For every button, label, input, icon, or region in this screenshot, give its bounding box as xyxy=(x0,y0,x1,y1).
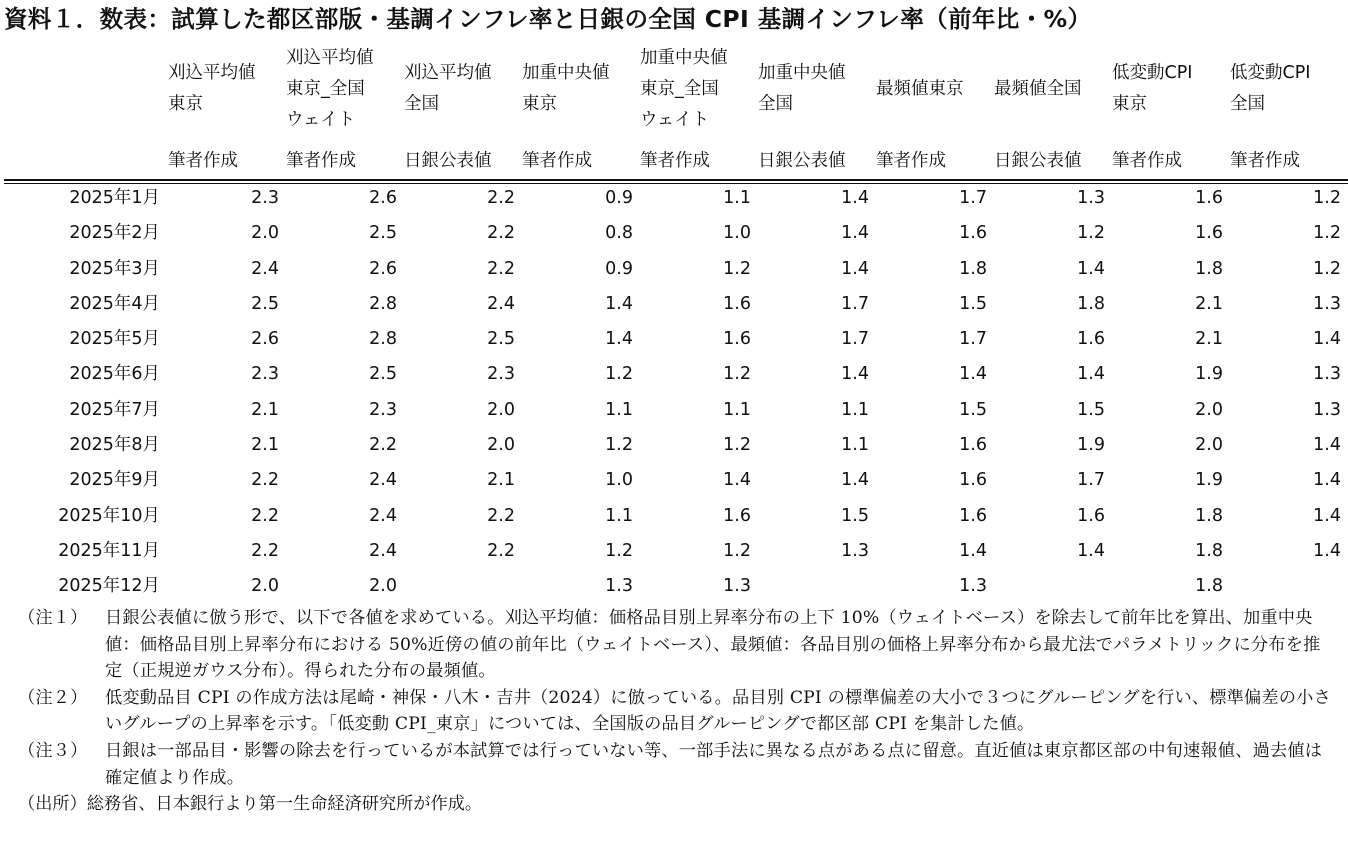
column-source-label: 筆者作成 xyxy=(1112,151,1182,171)
table-cell: 0.9 xyxy=(605,188,633,208)
table-cell: 1.1 xyxy=(841,399,869,420)
table-cell: 1.7 xyxy=(841,293,869,314)
table-cell: 1.6 xyxy=(959,223,987,244)
table-row xyxy=(0,501,1348,536)
table-cell: 1.4 xyxy=(841,223,869,244)
table-cell: 1.8 xyxy=(1077,293,1105,314)
column-source-label: 筆者作成 xyxy=(168,151,238,171)
table-cell: 1.0 xyxy=(723,223,751,244)
table-cell: 1.9 xyxy=(1077,435,1105,456)
column-header-line: 加重中央値 xyxy=(640,48,728,68)
row-label: 2025年11月 xyxy=(58,540,160,561)
table-cell: 2.6 xyxy=(369,188,397,208)
table-cell: 1.1 xyxy=(723,188,751,208)
table-cell: 1.6 xyxy=(1195,188,1223,208)
row-label: 2025年2月 xyxy=(69,223,160,244)
table-cell: 1.8 xyxy=(1195,258,1223,279)
table-cell: 1.5 xyxy=(841,505,869,526)
table-cell: 1.8 xyxy=(1195,576,1223,597)
table-cell: 1.4 xyxy=(959,540,987,561)
table-cell: 2.0 xyxy=(487,399,515,420)
table-cell: 1.9 xyxy=(1195,470,1223,491)
table-row xyxy=(0,254,1348,289)
table-row xyxy=(0,183,1348,218)
table-cell: 1.4 xyxy=(1077,258,1105,279)
table-cell: 1.6 xyxy=(1077,329,1105,350)
table-cell: 1.4 xyxy=(1077,540,1105,561)
row-label: 2025年8月 xyxy=(69,435,160,456)
table-cell: 2.8 xyxy=(369,293,397,314)
table-cell: 2.2 xyxy=(251,470,279,491)
table-cell: 2.0 xyxy=(251,576,279,597)
table-cell: 2.0 xyxy=(369,576,397,597)
column-header-line: 刈込平均値 xyxy=(286,48,374,68)
column-source-label: 筆者作成 xyxy=(522,151,592,171)
table-cell: 0.8 xyxy=(605,223,633,244)
table-cell: 1.7 xyxy=(959,188,987,208)
row-label: 2025年9月 xyxy=(69,470,160,491)
table-cell: 1.2 xyxy=(605,435,633,456)
table-cell: 2.1 xyxy=(251,399,279,420)
table-cell: 1.6 xyxy=(959,435,987,456)
column-header-line: ウェイト xyxy=(640,110,710,130)
table-cell: 2.1 xyxy=(487,470,515,491)
table-cell: 1.4 xyxy=(959,364,987,385)
table-cell: 1.3 xyxy=(959,576,987,597)
table-cell: 2.5 xyxy=(487,329,515,350)
footnote-tag: （注１） xyxy=(18,608,88,628)
column-header-line: 東京 xyxy=(168,94,203,114)
column-header-line: 最頻値全国 xyxy=(994,79,1082,99)
row-label: 2025年4月 xyxy=(69,293,160,314)
table-cell: 2.4 xyxy=(251,258,279,279)
table-cell: 1.2 xyxy=(605,540,633,561)
table-cell: 1.2 xyxy=(1077,223,1105,244)
table-cell: 2.5 xyxy=(369,223,397,244)
column-header-line: 全国 xyxy=(758,94,793,114)
row-label: 2025年10月 xyxy=(58,505,160,526)
table-cell: 2.4 xyxy=(369,540,397,561)
table-cell: 2.1 xyxy=(1195,329,1223,350)
table-cell: 2.5 xyxy=(369,364,397,385)
table-cell: 2.6 xyxy=(251,329,279,350)
column-header-line: 加重中央値 xyxy=(522,63,610,83)
column-header-line: 刈込平均値 xyxy=(168,63,256,83)
column-header-line: 最頻値東京 xyxy=(876,79,964,99)
table-row xyxy=(0,289,1348,324)
table-cell: 1.5 xyxy=(959,293,987,314)
table-cell: 1.4 xyxy=(841,258,869,279)
table-cell: 1.6 xyxy=(1077,505,1105,526)
table-row xyxy=(0,430,1348,465)
table-body xyxy=(0,183,1348,607)
table-cell: 1.3 xyxy=(605,576,633,597)
table-row xyxy=(0,571,1348,606)
column-header-line: 低変動CPI xyxy=(1112,63,1193,83)
table-cell: 1.4 xyxy=(1313,470,1341,491)
table-cell: 1.1 xyxy=(605,399,633,420)
table-cell: 2.3 xyxy=(487,364,515,385)
table-cell: 1.8 xyxy=(959,258,987,279)
table-cell: 2.4 xyxy=(369,505,397,526)
table-cell: 1.1 xyxy=(723,399,751,420)
table-row xyxy=(0,218,1348,253)
table-cell: 2.2 xyxy=(487,223,515,244)
table-cell: 1.4 xyxy=(841,470,869,491)
table-cell: 1.2 xyxy=(1313,258,1341,279)
table-cell: 1.6 xyxy=(723,329,751,350)
table-cell: 1.6 xyxy=(959,470,987,491)
row-label: 2025年7月 xyxy=(69,399,160,420)
table-cell: 1.5 xyxy=(1077,399,1105,420)
column-header-line: 東京_全国 xyxy=(286,79,365,99)
footnote-text: 日銀公表値に倣う形で、以下で各値を求めている。刈込平均値：価格品目別上昇率分布の上下 10%（ウェイトベース）を除去して前年比を算出、加重中央値：価格品目別上昇率分布における 50%近傍の値の前年比（ウェイトベース）、最頻値：各品目別の価格上昇率分布から最尤法でパラメトリックに分布を推定（正規逆ガウス分布）。得られた分布の最頻値。 xyxy=(105,608,1321,682)
column-header-line: 低変動CPI xyxy=(1230,63,1311,83)
column-header-line: 全国 xyxy=(404,94,439,114)
column-header-line: 全国 xyxy=(1230,94,1265,114)
table-cell: 1.4 xyxy=(1313,435,1341,456)
table-cell: 1.9 xyxy=(1195,364,1223,385)
table-cell: 1.2 xyxy=(723,435,751,456)
table-cell: 1.1 xyxy=(841,435,869,456)
column-source-label: 筆者作成 xyxy=(876,151,946,171)
table-cell: 1.6 xyxy=(959,505,987,526)
table-cell: 1.2 xyxy=(1313,188,1341,208)
table-cell: 2.5 xyxy=(251,293,279,314)
table-cell: 1.7 xyxy=(841,329,869,350)
table-cell: 2.1 xyxy=(1195,293,1223,314)
table-cell: 2.3 xyxy=(251,188,279,208)
page-title: 資料１．数表：試算した都区部版・基調インフレ率と日銀の全国 CPI 基調インフレ率（前年比・%） xyxy=(4,5,1092,33)
table-cell: 2.2 xyxy=(251,505,279,526)
table-cell: 1.4 xyxy=(605,329,633,350)
table-cell: 2.6 xyxy=(369,258,397,279)
footnote-tag: （注２） xyxy=(18,687,88,708)
table-cell: 1.2 xyxy=(1313,223,1341,244)
footnote-tag: （注３） xyxy=(18,740,88,761)
table-cell: 1.7 xyxy=(959,329,987,350)
header-divider xyxy=(4,179,1348,181)
table-cell: 1.4 xyxy=(1313,505,1341,526)
footnote xyxy=(0,605,1348,685)
table-cell: 1.8 xyxy=(1195,540,1223,561)
column-header-line: 東京 xyxy=(1112,94,1147,114)
table-cell: 2.0 xyxy=(487,435,515,456)
table-cell: 2.2 xyxy=(487,188,515,208)
row-label: 2025年3月 xyxy=(69,258,160,279)
table-cell: 1.4 xyxy=(723,470,751,491)
table-cell: 1.4 xyxy=(1313,540,1341,561)
row-label: 2025年1月 xyxy=(69,188,160,208)
table-cell: 0.9 xyxy=(605,258,633,279)
table-cell: 1.8 xyxy=(1195,505,1223,526)
table-cell: 1.3 xyxy=(723,576,751,597)
table-cell: 1.1 xyxy=(605,505,633,526)
table-cell: 1.4 xyxy=(841,364,869,385)
column-source-label: 筆者作成 xyxy=(1230,151,1300,171)
footnote xyxy=(0,685,1348,738)
table-cell: 1.2 xyxy=(723,540,751,561)
table-cell: 2.0 xyxy=(1195,399,1223,420)
column-source-label: 筆者作成 xyxy=(286,151,356,171)
table-cell: 2.4 xyxy=(487,293,515,314)
footnote-text: 低変動品目 CPI の作成方法は尾崎・神保・八木・吉井（2024）に倣っている。品目別 CPI の標準偏差の大小で３つにグルーピングを行い、標準偏差の小さいグループの上昇率を示す。「低変動 CPI_東京」については、全国版の品目グルーピングで都区部 CPI を集計した値。 xyxy=(105,687,1331,735)
table-row xyxy=(0,395,1348,430)
row-label: 2025年6月 xyxy=(69,364,160,385)
column-source-label: 日銀公表値 xyxy=(758,151,846,171)
table-cell: 2.2 xyxy=(251,540,279,561)
table-cell: 1.6 xyxy=(723,293,751,314)
table-cell: 1.6 xyxy=(723,505,751,526)
table-cell: 1.4 xyxy=(841,188,869,208)
notes xyxy=(0,605,1348,818)
table-row xyxy=(0,465,1348,500)
table-cell: 1.2 xyxy=(605,364,633,385)
table-cell: 1.3 xyxy=(1077,188,1105,208)
table-cell: 1.5 xyxy=(959,399,987,420)
column-source-label: 日銀公表値 xyxy=(404,151,492,171)
footnote xyxy=(0,738,1348,791)
table-cell: 2.0 xyxy=(251,223,279,244)
footnote-text: 日銀は一部品目・影響の除去を行っているが本試算では行っていない等、一部手法に異なる点がある点に留意。直近値は東京都区部の中旬速報値、過去値は確定値より作成。 xyxy=(105,740,1323,788)
table-cell: 2.3 xyxy=(251,364,279,385)
table-cell: 1.2 xyxy=(723,258,751,279)
column-source-label: 筆者作成 xyxy=(640,151,710,171)
table-cell: 1.3 xyxy=(1313,293,1341,314)
table-cell: 1.7 xyxy=(1077,470,1105,491)
table-cell: 2.3 xyxy=(369,399,397,420)
table-cell: 1.6 xyxy=(1195,223,1223,244)
table-cell: 2.0 xyxy=(1195,435,1223,456)
table-header xyxy=(0,48,1348,182)
column-header-line: 刈込平均値 xyxy=(404,63,492,83)
table-cell: 2.2 xyxy=(487,505,515,526)
table-cell: 2.1 xyxy=(251,435,279,456)
table-row xyxy=(0,324,1348,359)
column-header-line: ウェイト xyxy=(286,110,356,130)
row-label: 2025年5月 xyxy=(69,329,160,350)
column-header-line: 東京_全国 xyxy=(640,79,719,99)
table-cell: 1.3 xyxy=(1313,399,1341,420)
table-cell: 2.2 xyxy=(487,540,515,561)
table-row xyxy=(0,359,1348,394)
table-cell: 1.3 xyxy=(1313,364,1341,385)
column-source-label: 日銀公表値 xyxy=(994,151,1082,171)
column-header-line: 加重中央値 xyxy=(758,63,846,83)
table-cell: 1.0 xyxy=(605,470,633,491)
table-cell: 2.2 xyxy=(487,258,515,279)
table-cell: 2.2 xyxy=(369,435,397,456)
table-cell: 1.2 xyxy=(723,364,751,385)
row-label: 2025年12月 xyxy=(58,576,160,597)
column-header-line: 東京 xyxy=(522,94,557,114)
table-cell: 1.4 xyxy=(1077,364,1105,385)
table-cell: 1.4 xyxy=(605,293,633,314)
table-cell: 2.4 xyxy=(369,470,397,491)
table-cell: 1.4 xyxy=(1313,329,1341,350)
source-note: （出所）総務省、日本銀行より第一生命経済研究所が作成。 xyxy=(18,794,483,815)
table-cell: 2.8 xyxy=(369,329,397,350)
table-cell: 1.3 xyxy=(841,540,869,561)
table-row xyxy=(0,536,1348,571)
